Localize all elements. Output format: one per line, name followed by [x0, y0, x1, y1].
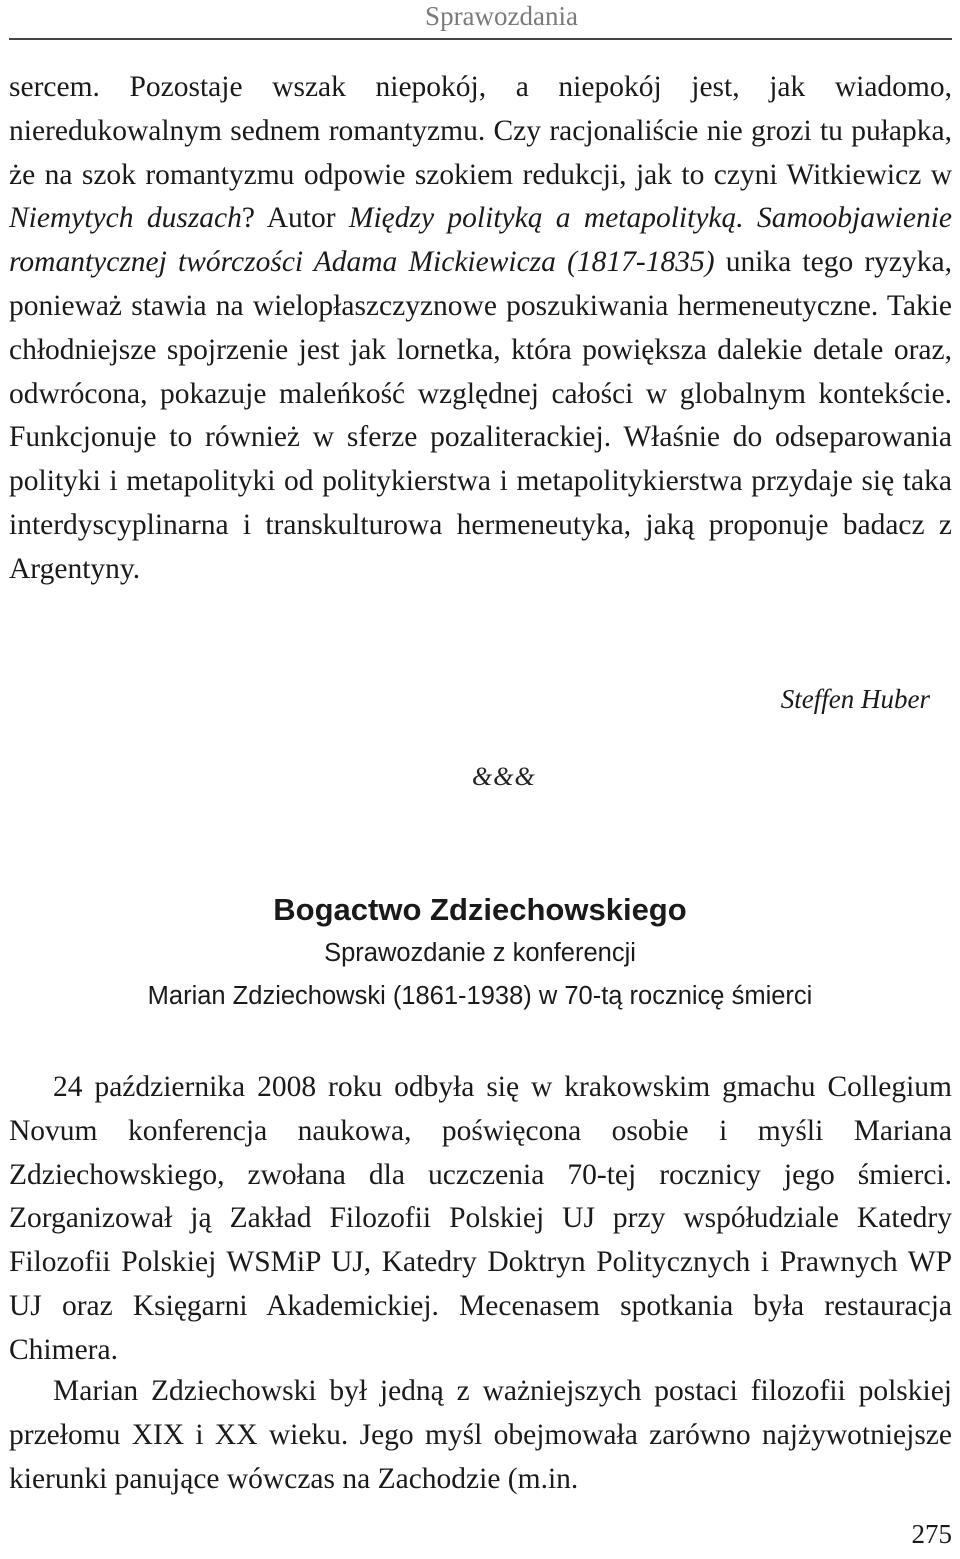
- article-subtitle: Sprawozdanie z konferencji: [324, 939, 636, 967]
- article-paragraph-1: 24 października 2008 roku odbyła się w krakowskim gmachu Collegium Novum konferencja naukowa, poświęcona osobie i myśli Mariana Zdziechowskiego, zwołana dla uczczenia 70-tej rocznicy jego śmierci. Zorganizował ją Zakład Filozofii Polskiej UJ przy współudziale Katedry Filozofii Polskiej WSMiP UJ, Katedry Doktryn Politycznych i Prawnych WP UJ oraz Księgarni Akademickiej. Mecenasem spotkania była restauracja Chimera.: [9, 1071, 952, 1366]
- book-title-reviewed: Między polityką a metapolityką. Samoobjawienie romantycznej twórczości Adama Mickiewicza (1817-1835): [9, 202, 952, 279]
- section-ornament: &&&: [472, 762, 536, 791]
- book-title-witkiewicz: Niemytych duszach: [9, 202, 242, 235]
- header-rule: [9, 38, 952, 40]
- review-paragraph: [9, 66, 952, 592]
- review-text-c: unika tego ryzyka, ponieważ stawia na wielopłaszczyznowe poszukiwania hermeneutyczne. Takie chłodniejsze spojrzenie jest jak lornetka, która powiększa dalekie detale oraz, odwrócona, pokazuje maleńkość względnej całości w globalnym kontekście. Funkcjonuje to również w sferze pozaliterackiej. Właśnie do odseparowania polityki i metapolityki od politykierstwa i metapolitykierstwa przydaje się taka interdyscyplinarna i transkulturowa hermeneutyka, jaką proponuje badacz z Argentyny.: [9, 246, 952, 585]
- review-text-b: ? Autor: [241, 202, 349, 235]
- review-signature: Steffen Huber: [780, 684, 930, 714]
- article-title: Bogactwo Zdziechowskiego: [273, 892, 687, 927]
- article-event-line: Marian Zdziechowski (1861-1938) w 70-tą rocznicę śmierci: [147, 982, 813, 1010]
- review-text-a: sercem. Pozostaje wszak niepokój, a niepokój jest, jak wiadomo, nieredukowalnym sednem romantyzmu. Czy racjonaliście nie grozi tu pułapka, że na szok romantyzmu odpowie szokiem redukcji, jak to czyni Witkiewicz w: [9, 71, 952, 191]
- page-number: 275: [911, 1519, 952, 1549]
- running-title: Sprawozdania: [425, 1, 578, 31]
- running-head: [0, 0, 960, 38]
- article-paragraph-2: Marian Zdziechowski był jedną z ważniejszych postaci filozofii polskiej przełomu XIX i XX wieku. Jego myśl obejmowała zarówno najżywotniejsze kierunki panujące wówczas na Zachodzie (m.in.: [9, 1375, 952, 1495]
